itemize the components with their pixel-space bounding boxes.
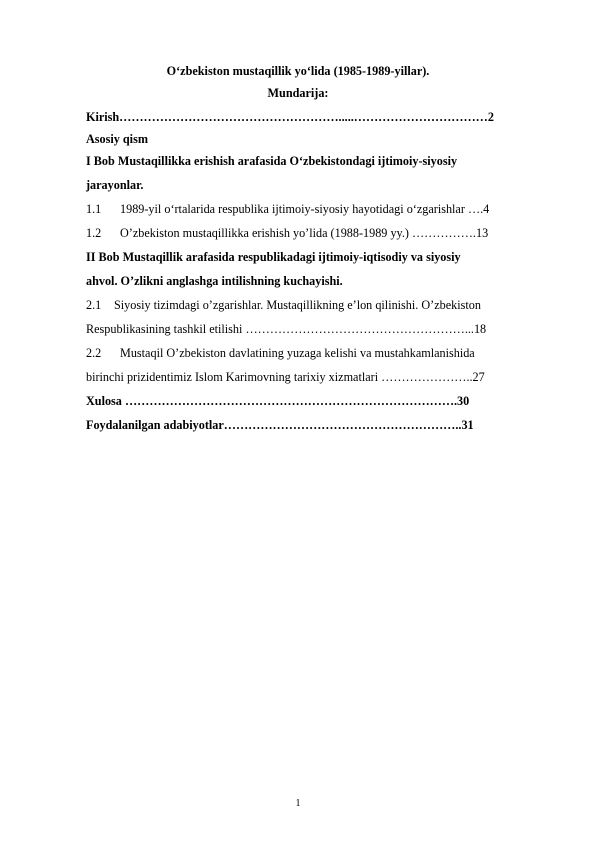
toc-section-1-2-number: 1.2: [86, 226, 102, 240]
toc-section-1-2-text: O’zbekiston mustaqillikka erishish yo’lida (1988-1989 yy.) …………….13: [120, 226, 489, 240]
page-number: 1: [295, 798, 301, 809]
toc-section-2-1-text: Siyosiy tizimdagi o’zgarishlar. Mustaqillikning e’lon qilinishi. O’zbekiston: [114, 298, 481, 312]
toc-chapter-2-line-2: ahvol. O’zlikni anglashga intilishning kuchayishi.: [86, 274, 343, 288]
toc-section-1-1-text: 1989-yil o‘rtalarida respublika ijtimoiy-siyosiy hayotidagi o‘zgarishlar ….4: [120, 202, 490, 216]
toc-section-2-1: [86, 298, 481, 313]
toc-section-2-2-line-2: birinchi prizidentimiz Islom Karimovning tarixiy xizmatlari …………………..27: [86, 370, 485, 384]
toc-entry-adabiyotlar: Foydalanilgan adabiyotlar…………………………………………………..31: [86, 418, 474, 432]
toc-section-2-1-number: 2.1: [86, 298, 102, 312]
toc-chapter-2-line-1: II Bob Mustaqillik arafasida respublikadagi ijtimoiy-iqtisodiy va siyosiy: [86, 250, 461, 264]
toc-section-2-1-line-2: Respublikasining tashkil etilishi ………………………………………………...18: [86, 322, 487, 336]
toc-section-1-1-number: 1.1: [86, 202, 102, 216]
toc-section-2-2-number: 2.2: [86, 346, 102, 360]
toc-section-1-1: [86, 202, 489, 217]
contents-heading: Mundarija:: [267, 86, 329, 100]
toc-chapter-1-line-2: jarayonlar.: [86, 178, 144, 192]
toc-chapter-1-line-1: I Bob Mustaqillikka erishish arafasida O‘zbekistondagi ijtimoiy-siyosiy: [86, 154, 458, 168]
toc-entry-xulosa: Xulosa ……………………………………………………………………….30: [86, 394, 470, 408]
toc-entry-asosiy-qism: Asosiy qism: [86, 132, 148, 146]
toc-section-2-2-text: Mustaqil O’zbekiston davlatining yuzaga kelishi va mustahkamlanishida: [120, 346, 475, 360]
toc-section-2-2: [86, 346, 475, 361]
document-title: O‘zbekiston mustaqillik yo‘lida (1985-1989-yillar).: [166, 64, 430, 78]
toc-entry-kirish: Kirish……………………………………………….....……………………………2: [86, 110, 494, 124]
toc-section-1-2: [86, 226, 488, 241]
